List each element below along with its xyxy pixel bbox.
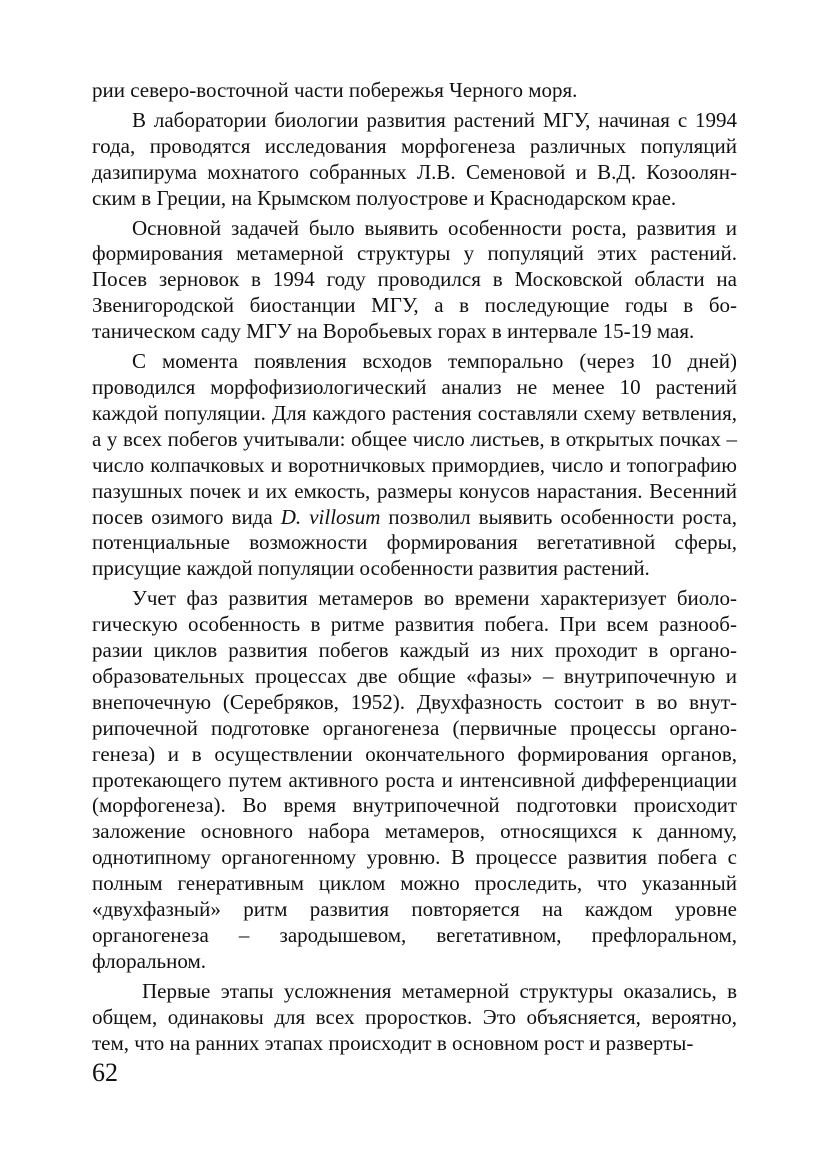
paragraph-analysis: [92, 349, 737, 582]
analysis-text-start: С момента появления всходов темпорально (через 10 дней) проводился морфофизиологический анализ не менее 10 растений каждой популяции. Для каждого растения составляли схему ветвления, а у всех побегов учитывали: общее число листьев, в открытых почках – число колпачковых и воротничковых примордиев, число и топографию пазушных почек и их емкость, размеры конусов нарастания. Весенний посев озимого вида: [92, 349, 737, 529]
page-number: 62: [92, 1058, 118, 1087]
page-body: [92, 78, 737, 1057]
analysis-text-end: позволил выявить особенности роста, потенциальные возможности формирования вегетативной сферы, присущие каждой популяции особенности развития растений.: [92, 504, 738, 581]
paragraph-first-stages: Первые этапы усложнения метамерной структуры оказались, в общем, одинаковы для всех проростков. Это объясняется, вероятно, тем, что на ранних этапах происходит в основном рост и разверты-: [92, 978, 737, 1055]
paragraph-phases: Учет фаз развития метамеров во времени характеризует биологическую особенность в ритме развития побега. При всем разнообразии циклов развития побегов каждый из них проходит в органообразовательных процессах две общие «фазы» – внутрипочечную и внепочечную (Серебряков, 1952). Двухфазность состоит в во внутрипочечной подготовке органогенеза (первичные процессы органогенеза) и в осуществлении окончательного формирования органов, протекающего путем активного роста и интенсивной дифференциации (морфогенеза). Во время внутрипочечной подготовки происходит заложение основного набора метамеров, относящихся к данному, однотипному органогенному уровню. В процессе развития побега с полным генеративным циклом можно проследить, что указанный «двухфазный» ритм развития повторяется на каждом уровне органогенеза – зародышевом, вегетативном, префлоральном, флоральном.: [92, 586, 737, 973]
species-name: D. villosum: [280, 504, 381, 529]
paragraph-lab-research: В лаборатории биологии развития растений МГУ, начиная с 1994 года, проводятся исследования морфогенеза различных популяций дазипирума мохнатого собранных Л.В. Семеновой и В.Д. Козоолянским в Греции, на Крымском полуострове и Краснодарском крае.: [92, 107, 737, 210]
paragraph-continuation: рии северо-восточной части побережья Черного моря.: [92, 78, 578, 102]
paragraph-main-task: Основной задачей было выявить особенности роста, развития и формирования метамерной структуры у популяций этих растений. Посев зерновок в 1994 году проводился в Московской области на Звенигородской биостанции МГУ, а в последующие годы в ботаническом саду МГУ на Воробьевых горах в интервале 15-19 мая.: [92, 215, 737, 344]
